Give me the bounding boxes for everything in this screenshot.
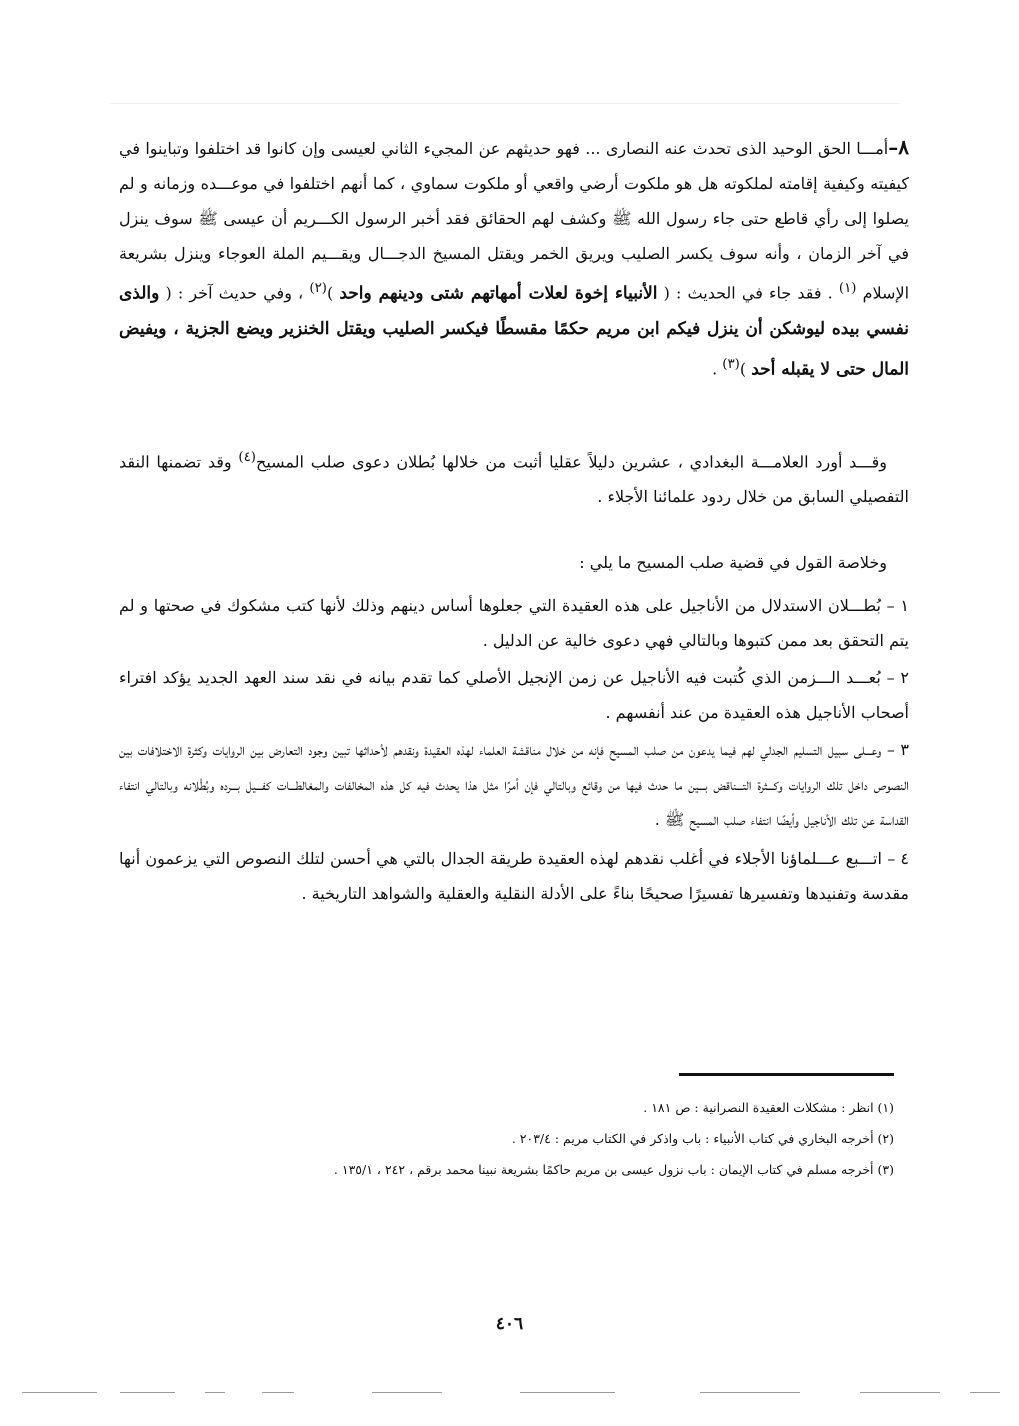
list-item-number: ٢ – (886, 668, 909, 687)
scan-edge-line (700, 1392, 800, 1393)
list-item-number: ٤ – (887, 849, 910, 868)
list-item-number: ٣ – (886, 740, 909, 759)
footnote-ref-3: (٣) (722, 357, 740, 373)
list-item (119, 588, 909, 658)
paragraph-8-end: ) (739, 359, 752, 379)
page-number: ٤٠٦ (495, 1314, 524, 1334)
list-item (119, 732, 909, 837)
list-item-text: وعـــلى سبيل التسليم الجدلي لهم فيما يدعون من صلب المسيح فإنه من خلال مناقشة العلماء لهذه العقيدة ونقدهم لأحداثها تبين وجود التعارض بين الروايات وكثرة الاختلافات بين النصوص داخل تلك الروايات وكـــثرة التـــناقض بـــين ما حدث فيها من وقائع وبالتالي فإن أمرًا مثل هذا يحدث فيه كل هذه المخالفات والمغالطـــات كفـــيل بـــرده وبُطْلانه وبالتالي انتفاء القداسة عن تلك الأناجيل وأيضًا انتفاء صلب المسيح ﷺ . (119, 740, 909, 829)
paragraph-8-mid2: ) (326, 283, 340, 303)
footnote-ref-2: (٢) (309, 281, 327, 296)
footnote-ref-1: (١) (838, 281, 857, 296)
list-item-text: بُطـــلان الاستدلال من الأناجيل على هذه العقيدة التي جعلوها أساس دينهم وذلك لأنها كتب مشكوك في صحتها و لم يتم التحقق بعد ممن كتبوها وبالتالي فهي دعوى خالية عن الدليل . (119, 596, 909, 650)
scan-edge-line (520, 1392, 615, 1393)
scan-edge-line (22, 1392, 97, 1393)
footnote-separator (679, 1073, 894, 1076)
paragraph-8-mid1: . فقد جاء في الحديث : ( (657, 283, 839, 303)
scan-edge-line (120, 1392, 175, 1393)
list-item-number: ١ – (886, 596, 909, 615)
paragraph-baghdadi (119, 440, 909, 514)
top-rule (110, 103, 900, 104)
summary-intro: وخلاصة القول في قضية صلب المسيح ما يلي : (579, 553, 887, 572)
list-item-text: اتـــبع عـــلماؤنا الأجلاء في أغلب نقدهم لهذه العقيدة طريقة الجدال بالتي هي أحسن لتلك النصوص التي يزعمون أنها مقدسة وتفنيدها وتفسيرها تفسيرًا صحيحًا بناءً على الأدلة النقلية والعقلية والشواهد التاريخية . (119, 849, 909, 903)
footnote: (٢) أخرجه البخاري في كتاب الأنبياء : باب واذكر في الكتاب مريم : ٢٠٣/٤ . (511, 1131, 894, 1146)
paragraph-8-intro: أمـــا الحق الوحيد الذى تحدث عنه النصارى ... فهو حديثهم عن المجيء الثاني لعيسى وإن كانوا قد اختلفوا وتباينوا في كيفيته وكيفية إقامته لملكوته هل هو ملكوت أرضي واقعي أو ملكوت سماوي ، كما أنهم اختلفوا في موعـــده وزمانه و لم يصلوا إلى رأي قاطع حتى جاء رسول الله ﷺ وكشف لهم الحقائق فقد أخبر الرسول الكـــريم أن عيسى ﷺ سوف ينزل في آخر الزمان ، وأنه سوف يكسر الصليب ويريق الخمر ويقتل المسيخ الدجـــال ويقـــيم الملة العوجاء وينزل بشريعة الإسلام (119, 139, 910, 303)
paragraph-baghdadi-text2: وقد تضمنها النقد التفصيلي السابق من خلال ردود علمائنا الأجلاء . (119, 452, 909, 507)
paragraph-8-close: . (712, 359, 723, 379)
footnote: (٣) أخرجه مسلم في كتاب الإيمان : باب نزول عيسى بن مريم حاكمًا بشريعة نبينا محمد برقم ، ٢٤٢ ، ١٣٥/١ . (333, 1162, 894, 1177)
list-item (119, 841, 909, 911)
scan-edge-line (860, 1392, 940, 1393)
paragraph-8 (119, 130, 909, 388)
footnote: (١) انظر : مشكلات العقيدة النصرانية : ص ١٨١ . (643, 1100, 894, 1115)
scan-edge-line (970, 1392, 1000, 1393)
scan-edge-line (205, 1392, 225, 1393)
scan-edge-line (372, 1392, 442, 1393)
summary-list (119, 588, 909, 913)
paragraph-number: ٨– (888, 135, 909, 159)
footnotes (124, 1092, 894, 1185)
list-item (119, 660, 909, 730)
list-item-text: بُعـــد الـــزمن الذي كُتبت فيه الأناجيل عن زمن الإنجيل الأصلي كما تقدم بيانه في نقد سند العهد الجديد يؤكد افتراء أصحاب الأناجيل هذه العقيدة من عند أنفسهم . (119, 668, 909, 722)
scan-edge-line (262, 1392, 294, 1393)
paragraph-baghdadi-text1: وقـــد أورد العلامـــة البغدادي ، عشرين دليلاً عقليا أثبت من خلالها بُطلان دعوى صلب المسيح (255, 452, 888, 472)
hadith-quote-1: الأنبياء إخوة لعلات أمهاتهم شتى ودينهم واحد (339, 283, 658, 304)
paragraph-8-mid3: ، وفي حديث آخر : ( (159, 283, 310, 303)
hadith-quote-2: والذى نفسي بيده ليوشكن أن ينزل فيكم ابن مريم حكمًا مقسطًا فيكسر الصليب ويقتل الخنزير ويضع الجزية ، ويفيض المال حتى لا يقبله أحد (119, 283, 909, 380)
footnote-ref-4: (٤) (238, 450, 256, 465)
